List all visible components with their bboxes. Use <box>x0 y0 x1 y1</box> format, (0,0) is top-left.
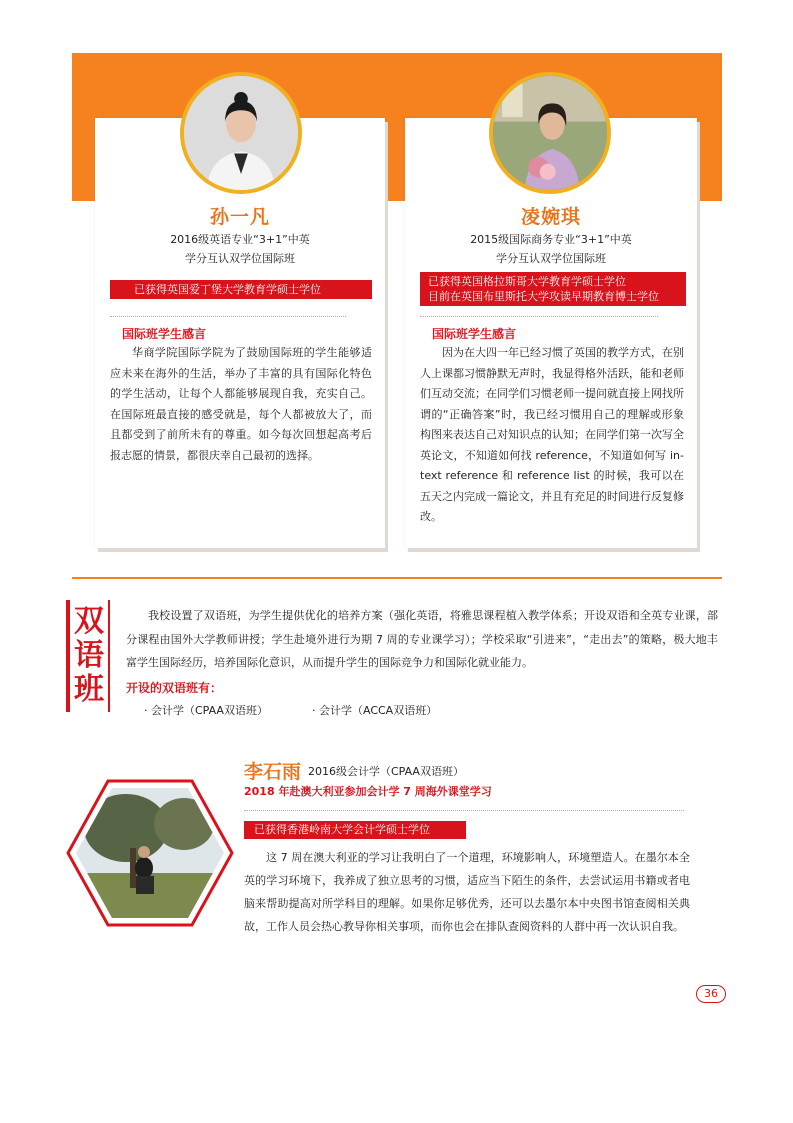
profile-major-line2: 学分互认双学位国际班 <box>496 252 606 265</box>
label-char: 双 <box>74 604 104 639</box>
student-trip: 2018 年赴澳大利亚参加会计学 7 周海外课堂学习 <box>244 785 492 798</box>
achievement-line: 已获得英国格拉斯哥大学教育学硕士学位 <box>428 275 626 288</box>
student-name: 李石雨 <box>244 761 302 783</box>
student-major: 2016级会计学（CPAA双语班） <box>308 765 464 778</box>
portrait-woman-flowers-icon <box>493 76 607 190</box>
profile-photo-right <box>489 72 611 194</box>
student-achievement-bar: 已获得香港岭南大学会计学硕士学位 <box>244 821 466 839</box>
bilingual-classes-title: 开设的双语班有： <box>126 681 223 695</box>
section-title-left: 国际班学生感言 <box>122 327 207 341</box>
label-char: 语 <box>74 638 104 673</box>
page-number: 36 <box>696 985 726 1003</box>
section-divider <box>72 577 722 579</box>
bilingual-class-item: · 会计学（ACCA双语班） <box>312 704 438 717</box>
student-photo-hexagon <box>66 778 234 928</box>
achievement-line: 目前在英国布里斯托大学攻读早期教育博士学位 <box>428 290 659 303</box>
testimonial-left: 华商学院国际学院为了鼓励国际班的学生能够适应未来在海外的生活，举办了丰富的具有国际化特色的学生活动，让每个人都能够展现自我，充实自己。在国际班最直接的感受就是，每个人都被放大了，而且都受到了前所未有的尊重。如今每次回想起高考后报志愿的情景，都很庆幸自己最初的选择。 <box>110 346 372 462</box>
profile-major-left <box>95 230 385 268</box>
achievement-bar-right <box>420 272 686 306</box>
profile-name-right: 凌婉琪 <box>520 206 581 228</box>
bilingual-class-label <box>66 600 110 712</box>
profile-name-left: 孙一凡 <box>209 206 270 228</box>
profile-major-right <box>405 230 697 268</box>
divider <box>244 810 684 811</box>
bilingual-class-item: · 会计学（CPAA双语班） <box>144 704 268 717</box>
profile-major-line1: 2016级英语专业“3+1”中英 <box>170 233 310 246</box>
profile-major-line2: 学分互认双学位国际班 <box>185 252 295 265</box>
achievement-line: 已获得英国爱丁堡大学教育学硕士学位 <box>134 283 321 296</box>
bilingual-intro: 我校设置了双语班，为学生提供优化的培养方案（强化英语，将雅思课程植入教学体系；开设双语和全英专业课，部分课程由国外大学教师讲授；学生赴境外进行为期 7 周的专业课学习）；学校采取“引进来”，“走出去”的策略，极大地丰富学生国际经历，培养国际化意识，从而提升学生的国际竞争力和国际化就业能力。 <box>126 609 718 669</box>
profile-major-line1: 2015级国际商务专业“3+1”中英 <box>470 233 632 246</box>
achievement-bar-left <box>110 280 372 299</box>
divider <box>110 316 346 317</box>
divider <box>420 316 658 317</box>
student-testimonial: 这 7 周在澳大利亚的学习让我明白了一个道理，环境影响人，环境塑造人。在墨尔本全英的学习环境下，我养成了独立思考的习惯，适应当下陌生的条件，去尝试运用书籍或者电脑来帮助提高对所学科目的理解。如果你足够优秀，还可以去墨尔本中央图书馆查阅相关典故，工作人员会热心教导你相关事项，而你也会在排队查阅资料的人群中再一次认识自我。 <box>244 851 690 933</box>
testimonial-right: 因为在大四一年已经习惯了英国的教学方式，在别人上课都习惯静默无声时，我显得格外活跃，能和老师们互动交流；在同学们习惯老师一提问就直接上网找所谓的“正确答案”时，我已经习惯用自己的理解或形象构图来表达自己对知识点的认知；在同学们第一次写全英论文，不知道如何找 reference，不知道如何写 in-text reference 和 reference list 的时候，我可以在五天之内完成一篇论文，并且有充足的时间进行反复修改。 <box>420 346 684 523</box>
portrait-woman-icon <box>184 76 298 190</box>
label-char: 班 <box>74 672 104 707</box>
student-photo-icon <box>66 778 234 928</box>
section-title-right: 国际班学生感言 <box>432 327 517 341</box>
profile-photo-left <box>180 72 302 194</box>
